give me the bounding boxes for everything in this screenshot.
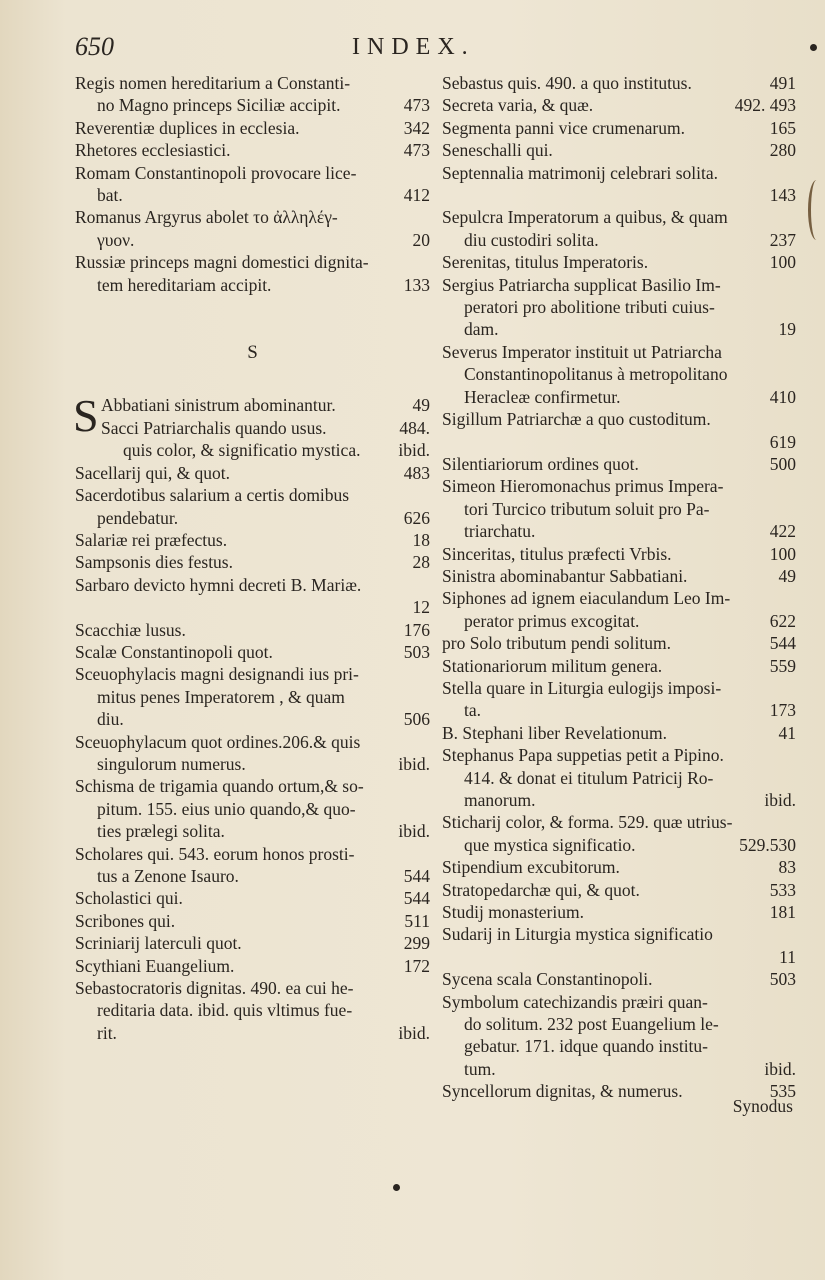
entry-line [442,72,796,94]
entry-line [442,498,796,520]
index-entry [442,856,796,878]
page-reference: ibid. [764,1058,796,1079]
entry-line [442,946,796,968]
entry-text: Simeon Hieromonachus primus Impera- [442,476,724,497]
entry-text: Sebastus quis. 490. a quo institutus. [442,73,692,93]
entry-text: ta. [464,700,482,721]
entry-text: tus a Zenone Isauro. [97,866,239,886]
entry-line [75,274,430,296]
entry-text: tum. [464,1058,496,1079]
entry-line [75,977,430,999]
entry-text: Sinistra abominabantur Sabbatiani. [442,565,688,586]
entry-text: diu custodiri solita. [464,229,599,250]
entry-text: Sinceritas, titulus præfecti Vrbis. [442,543,672,564]
entry-text: Constantinopolitanus à metropolitano [464,364,728,385]
entry-text: Sacellarij qui, & quot. [75,462,231,483]
entry-text: Syncellorum dignitas, & numerus. [442,1081,683,1102]
index-entry [442,968,796,990]
page-reference: 143 [769,185,796,206]
page-reference: ibid. [398,1022,430,1043]
entry-line [442,789,796,811]
index-entry [75,887,430,909]
page-reference: 410 [769,386,796,407]
page-reference: 41 [778,722,796,743]
page-reference: 535 [769,1081,796,1102]
entry-line [442,184,796,206]
page-reference: 533 [769,879,796,900]
index-entry [442,991,796,1081]
entry-text: Septennalia matrimonij celebrari solita. [442,162,719,183]
index-entry [442,543,796,565]
entry-line [442,296,796,318]
entry-line [442,923,796,945]
entry-line [75,229,430,251]
page-reference: 491 [769,73,796,93]
entry-line [442,475,796,497]
entry-line [75,798,430,820]
entry-text: Scalæ Constantinopoli quot. [75,641,273,662]
entry-text: Secreta varia, & quæ. [442,95,594,116]
page-reference: ibid. [398,440,430,461]
page-reference: 626 [403,507,430,528]
entry-text: Sceuophylacis magni designandi ius pri- [75,664,359,685]
entry-line [442,341,796,363]
page-reference: 422 [769,521,796,542]
page-reference: 511 [404,910,430,931]
index-entry [75,251,430,296]
page-edge-mark [808,180,825,240]
page-reference: 412 [403,185,430,206]
page-reference: 622 [769,610,796,631]
running-title: INDEX. [352,34,475,60]
entry-line [75,619,430,641]
entry-line [442,968,796,990]
entry-text: Sarbaro devicto hymni decreti B. Mariæ. [75,574,362,595]
entry-line [75,708,430,730]
entry-line [442,520,796,542]
index-entry [75,955,430,977]
page-reference: 173 [769,700,796,721]
entry-text: dam. [464,319,499,340]
entry-line [75,596,430,618]
entry-line [442,811,796,833]
entry-line [75,462,430,484]
entry-line [442,543,796,565]
index-entry [75,162,430,207]
index-entry [442,72,796,94]
entry-line [75,484,430,506]
entry-text: pendebatur. [97,507,179,528]
entry-line [442,744,796,766]
entry-text: Sceuophylacum quot ordines.206.& quis [75,731,361,752]
entry-text: Reverentiæ duplices in ecclesia. [75,117,300,138]
entry-text: Heracleæ confirmetur. [464,386,621,407]
index-column-right [442,72,796,1103]
entry-text: Scholastici qui. [75,888,183,909]
index-entry [75,574,430,619]
entry-line [442,991,796,1013]
index-entry [75,529,430,551]
page-reference: 559 [769,655,796,676]
entry-line [442,879,796,901]
index-entry [442,453,796,475]
page-reference: 181 [769,902,796,923]
entry-text: Stipendium excubitorum. [442,857,620,878]
index-entry [75,462,430,484]
page-reference: ibid. [398,821,430,842]
entry-text: tori Turcico tributum soluit pro Pa- [464,498,710,519]
index-entry [75,72,430,117]
entry-text: triarchatu. [464,521,536,542]
index-entry [75,551,430,573]
entry-text: Stratopedarchæ qui, & quot. [442,879,640,900]
entry-text: Sycena scala Constantinopoli. [442,969,653,990]
index-entry [75,775,430,842]
page-reference: 18 [412,529,430,550]
entry-text: Sacerdotibus salarium a certis domibus [75,485,350,506]
entry-line [75,184,430,206]
page-reference: 83 [778,857,796,878]
entry-text: bat. [97,185,123,206]
entry-line [75,753,430,775]
entry-text: reditaria data. ibid. quis vltimus fue- [97,1000,353,1021]
entry-text: Romam Constantinopoli provocare lice- [75,162,357,183]
entry-line [442,655,796,677]
entry-line [75,820,430,842]
entry-line [442,834,796,856]
index-entry [75,206,430,251]
entry-text: Sigillum Patriarchæ a quo custoditum. [442,409,711,430]
entry-line [442,856,796,878]
index-entry [442,139,796,161]
page-reference: 12 [412,597,430,618]
entry-line [442,453,796,475]
page-reference: 484. [399,417,430,438]
entry-text: Siphones ad ignem eiaculandum Leo Im- [442,588,731,609]
entry-text: Stephanus Papa suppetias petit a Pipino. [442,745,724,766]
entry-line [442,206,796,228]
entry-line [442,162,796,184]
entry-line [75,507,430,529]
entry-text: perator primus excogitat. [464,610,640,631]
index-entry [75,641,430,663]
entry-line [75,117,430,139]
entry-text: Schisma de trigamia quando ortum,& so- [75,776,364,797]
index-entry [75,731,430,776]
entry-text: Salariæ rei præfectus. [75,529,228,550]
page-reference: 473 [403,140,430,161]
page-reference: 49 [778,565,796,586]
index-entry [442,94,796,116]
entry-line [442,386,796,408]
entry-line [442,251,796,273]
index-entry [75,619,430,641]
page-reference: 11 [779,946,796,967]
entry-line [442,587,796,609]
entry-text: Serenitas, titulus Imperatoris. [442,252,649,273]
page-reference: 492. 493 [734,95,796,116]
entry-line [75,731,430,753]
entry-text: Sampsonis dies festus. [75,552,233,573]
entry-line [75,955,430,977]
entry-line [75,72,430,94]
entry-line [75,529,430,551]
page-number: 650 [75,32,114,61]
entry-text: Sergius Patriarcha supplicat Basilio Im- [442,274,721,295]
index-entry [75,117,430,139]
entry-text: rit. [97,1022,117,1043]
entry-line [75,843,430,865]
entry-text: Sudarij in Liturgia mystica significatio [442,924,713,945]
entry-text: quis color, & significatio mystica. [123,440,361,461]
entry-text: no Magno princeps Siciliæ accipit. [97,95,341,116]
page-reference: 500 [769,453,796,474]
index-entry [442,117,796,139]
entry-line [75,162,430,184]
entry-text: Scribones qui. [75,910,176,931]
entry-text: Scriniarij laterculi quot. [75,933,242,954]
entry-line [442,767,796,789]
index-entry [442,677,796,722]
entry-text: Scacchiæ lusus. [75,619,186,640]
index-entry [75,910,430,932]
entry-line [75,551,430,573]
index-entry [442,744,796,811]
page-reference: 172 [403,955,430,976]
entry-line [442,318,796,340]
running-header [0,32,825,66]
page-reference: 544 [403,888,430,909]
entry-text: pitum. 155. eius unio quando,& quo- [97,798,356,819]
index-entry [442,722,796,744]
index-entry [442,901,796,923]
entry-line [75,910,430,932]
entry-line [442,901,796,923]
index-entry [442,632,796,654]
index-entry [442,162,796,207]
entry-line [442,408,796,430]
entry-line [442,117,796,139]
page-reference: ibid. [398,753,430,774]
index-entry [442,587,796,632]
entry-text: Russiæ princeps magni domestici dignita- [75,252,369,273]
entry-line [442,1035,796,1057]
index-entry [442,811,796,856]
drop-cap: S [73,390,99,442]
page-reference: 506 [403,709,430,730]
index-entry [75,932,430,954]
entry-line [75,641,430,663]
entry-line [442,363,796,385]
entry-text: tem hereditariam accipit. [97,274,272,295]
entry-line [75,932,430,954]
entry-text: ties prælegi solita. [97,821,225,842]
entry-line [442,632,796,654]
entry-text: do solitum. 232 post Euangelium le- [464,1014,719,1035]
page-reference: 49 [412,395,430,416]
entry-line [442,274,796,296]
entry-text: Stationariorum militum genera. [442,655,663,676]
page-reference: 619 [769,431,796,452]
page-reference: 100 [769,252,796,273]
entry-text: Silentiariorum ordines quot. [442,453,639,474]
entry-text: manorum. [464,790,536,810]
entry-line [75,686,430,708]
entry-text: diu. [97,709,124,730]
entry-line [442,431,796,453]
index-entry [442,923,796,968]
index-entry [442,475,796,542]
entry-text: Scholares qui. 543. eorum honos prosti- [75,843,355,864]
entry-text: Rhetores ecclesiastici. [75,140,231,161]
entry-line [75,94,430,116]
entry-text: Seneschalli qui. [442,140,553,161]
entry-line [75,865,430,887]
index-entry [442,879,796,901]
entry-line [75,887,430,909]
entry-text: Scythiani Euangelium. [75,955,235,976]
entry-text: 414. & donat ei titulum Patricij Ro- [464,767,714,788]
index-entry [75,139,430,161]
entry-line [442,139,796,161]
entry-text: B. Stephani liber Revelationum. [442,722,668,743]
entry-text: peratori pro abolitione tributi cuius- [464,297,715,318]
page-reference: 165 [769,117,796,138]
index-entry [442,206,796,251]
page-reference: 299 [403,933,430,954]
page-reference: 176 [403,619,430,640]
entry-text: mitus penes Imperatorem , & quam [97,686,345,707]
index-entry [75,843,430,888]
entry-line [75,663,430,685]
printer-dot [393,1184,400,1191]
page-reference: 28 [412,552,430,573]
entry-text: pro Solo tributum pendi solitum. [442,633,671,654]
entry-line [442,610,796,632]
page-reference: 503 [769,969,796,990]
index-entry [442,251,796,273]
entry-text: gebatur. 171. idque quando institu- [464,1036,708,1057]
page-reference: 100 [769,543,796,564]
page-reference: 342 [403,117,430,138]
catchword: Synodus [732,1096,793,1116]
entry-line [442,565,796,587]
entry-text: Romanus Argyrus abolet το ἀλληλέγ- [75,207,338,228]
page-reference: 473 [403,95,430,116]
entry-line [75,251,430,273]
section-letter: S [247,342,258,364]
entry-text: Sebastocratoris dignitas. 490. ea cui he- [75,978,354,999]
page-reference: 20 [412,229,430,250]
entry-text: singulorum numerus. [97,753,246,774]
index-entry [75,484,430,529]
page-reference: 483 [403,462,430,483]
index-entry [442,341,796,408]
index-entry [75,663,430,730]
page-reference: 544 [403,866,430,886]
entry-text: que mystica significatio. [464,834,636,855]
index-entry [442,655,796,677]
entry-line [442,94,796,116]
entry-text: Studij monasterium. [442,902,584,923]
entry-line [442,677,796,699]
page-reference: 237 [769,229,796,250]
entry-line [75,1022,430,1044]
printer-dot-top [810,44,817,51]
entry-text: Regis nomen hereditarium a Constanti- [75,73,351,93]
entry-line [442,1058,796,1080]
page-reference: 544 [769,633,796,654]
entry-line [75,999,430,1021]
page-reference: 503 [403,641,430,662]
entry-text: Segmenta panni vice crumenarum. [442,117,685,138]
index-entry [442,565,796,587]
entry-text: Sepulcra Imperatorum a quibus, & quam [442,207,728,228]
page-reference: 133 [403,274,430,295]
entry-line [75,439,430,461]
entry-line [442,229,796,251]
index-entry [442,408,796,453]
entry-text: γυον. [97,229,135,250]
entry-line [75,574,430,596]
entry-line [442,699,796,721]
entry-text: Sticharij color, & forma. 529. quæ utrius- [442,812,733,833]
index-entry-initial [73,390,430,461]
entry-text: Symbolum catechizandis præiri quan- [442,991,708,1012]
entry-line [75,775,430,797]
page-reference: ibid. [764,790,796,810]
entry-text: Stella quare in Liturgia eulogijs imposi- [442,677,722,698]
entry-text: Sacci Patriarchalis quando usus. [101,417,327,438]
entry-line [75,139,430,161]
entry-text: Abbatiani sinistrum abominantur. [101,395,336,416]
entry-line [442,722,796,744]
index-entry [442,274,796,341]
entry-text: Severus Imperator instituit ut Patriarcha [442,341,722,362]
entry-line [75,206,430,228]
page-reference: 19 [778,319,796,340]
index-entry [75,977,430,1044]
entry-line [75,417,430,439]
entry-line [75,394,430,416]
index-column-left [75,72,430,1044]
page-reference: 280 [769,140,796,161]
entry-line [442,1013,796,1035]
page-reference: 529.530 [739,834,796,855]
